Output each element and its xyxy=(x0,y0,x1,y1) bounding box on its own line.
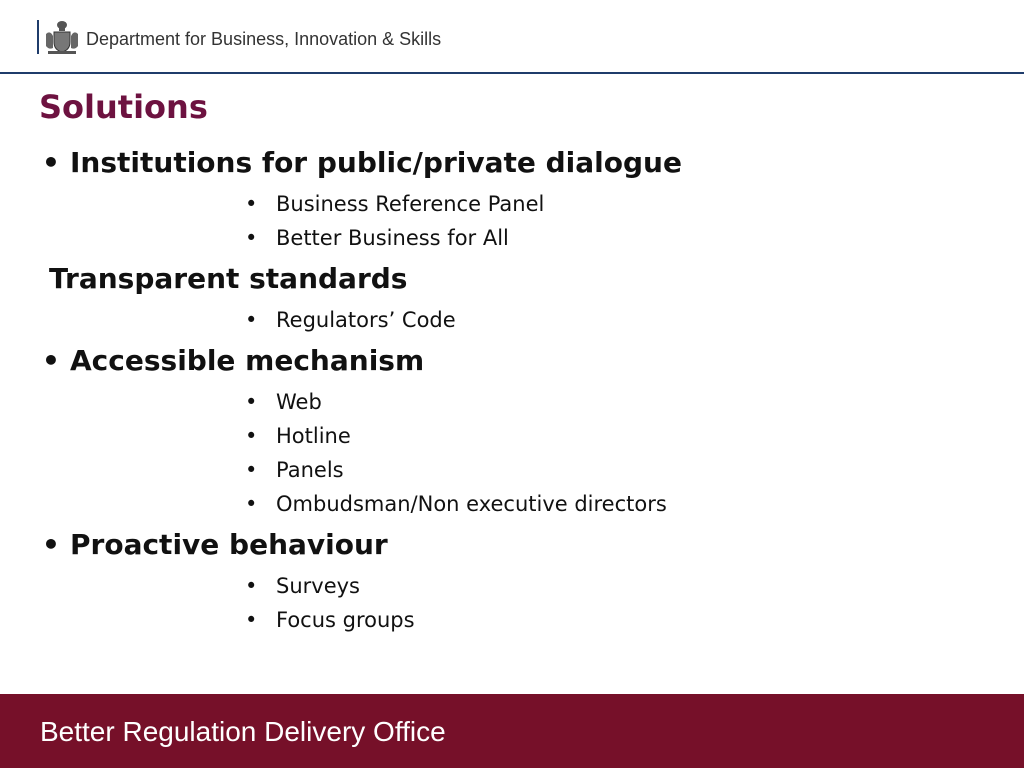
section-heading xyxy=(49,262,407,295)
slide-title: Solutions xyxy=(39,88,208,126)
footer-title: Better Regulation Delivery Office xyxy=(40,716,446,747)
list-item-text: Ombudsman/Non executive directors xyxy=(276,492,667,516)
section-heading-text: Proactive behaviour xyxy=(70,528,388,561)
bullet-icon: • xyxy=(42,344,60,377)
list-item-text: Hotline xyxy=(276,424,351,448)
list-item-text: Surveys xyxy=(276,574,360,598)
bullet-icon: • xyxy=(245,608,258,632)
bullet-icon: • xyxy=(245,390,258,414)
list-item xyxy=(245,458,344,482)
department-name: Department for Business, Innovation & Skills xyxy=(86,29,442,49)
bullet-icon: • xyxy=(42,528,60,561)
section-heading-text: Accessible mechanism xyxy=(70,344,425,377)
bullet-icon: • xyxy=(245,492,258,516)
list-item xyxy=(245,308,456,332)
list-item xyxy=(245,226,509,250)
bullet-icon: • xyxy=(245,574,258,598)
list-item-text: Focus groups xyxy=(276,608,415,632)
section-heading xyxy=(42,146,682,179)
bullet-icon: • xyxy=(245,192,258,216)
section-heading xyxy=(42,344,425,377)
list-item-text: Web xyxy=(276,390,322,414)
bullet-icon: • xyxy=(245,226,258,250)
slide-header xyxy=(0,0,1024,74)
section-heading-text: Transparent standards xyxy=(49,262,408,295)
bullet-icon: • xyxy=(245,424,258,448)
section-heading-text: Institutions for public/private dialogue xyxy=(70,146,682,179)
slide-footer xyxy=(0,694,1024,768)
royal-crest-icon xyxy=(44,18,80,56)
list-item-text: Panels xyxy=(276,458,344,482)
list-item xyxy=(245,608,415,632)
list-item-text: Regulators’ Code xyxy=(276,308,456,332)
list-item xyxy=(245,492,667,516)
list-item-text: Better Business for All xyxy=(276,226,509,250)
header-rule xyxy=(0,72,1024,74)
bullet-icon: • xyxy=(42,146,60,179)
list-item xyxy=(245,424,351,448)
section-heading xyxy=(42,528,388,561)
list-item xyxy=(245,390,322,414)
list-item xyxy=(245,574,360,598)
bullet-icon: • xyxy=(245,458,258,482)
header-divider xyxy=(37,20,39,54)
bullet-icon: • xyxy=(245,308,258,332)
list-item-text: Business Reference Panel xyxy=(276,192,545,216)
list-item xyxy=(245,192,545,216)
